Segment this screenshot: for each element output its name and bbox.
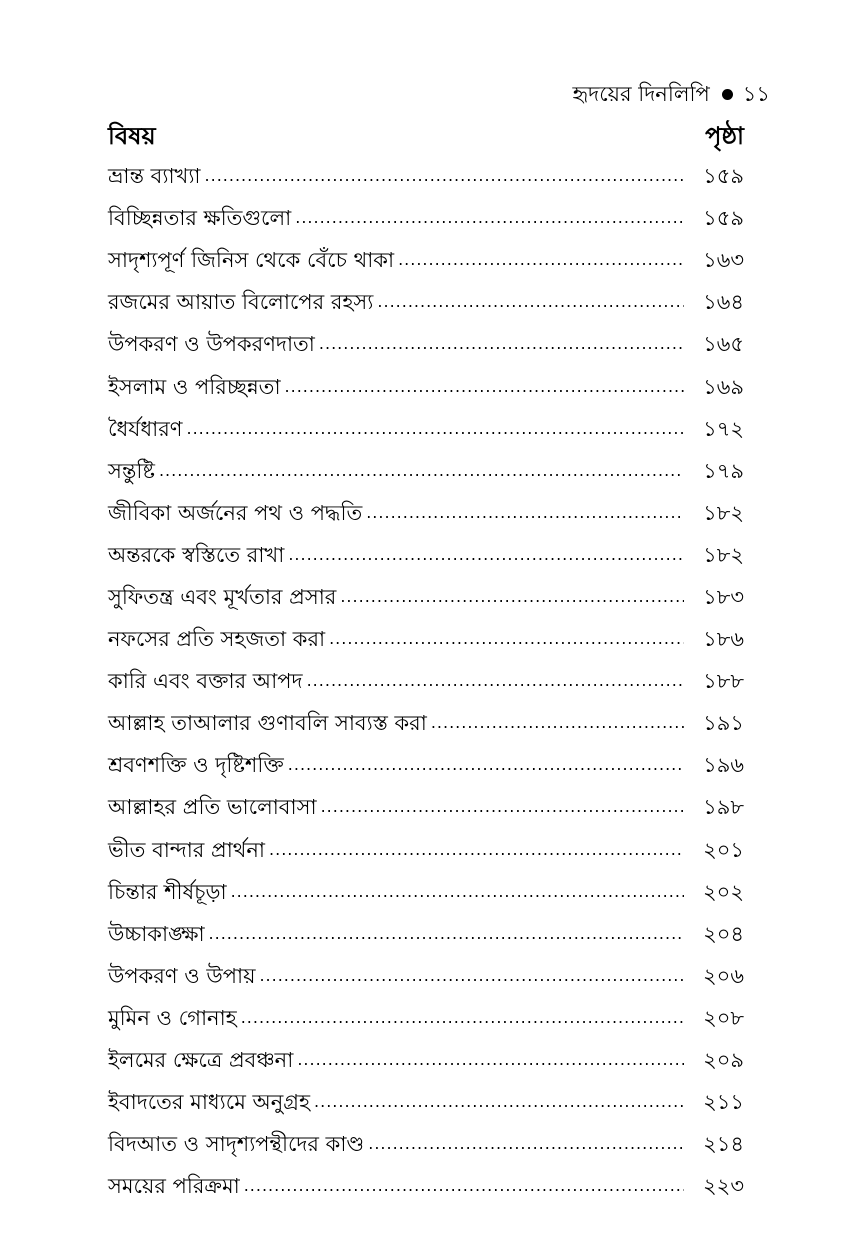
toc-entry	[108, 239, 744, 281]
dot-leader	[297, 1046, 684, 1074]
toc-entry-title: ধৈর্যধারণ	[108, 416, 183, 441]
toc-entry	[108, 1039, 744, 1081]
toc-entry-title: নফসের প্রতি সহজতা করা	[108, 627, 326, 652]
dot-leader	[209, 920, 684, 948]
dot-leader	[244, 1172, 684, 1200]
dot-leader	[314, 1088, 684, 1116]
dot-leader	[288, 541, 684, 569]
dot-leader	[288, 751, 684, 779]
toc-entry	[108, 744, 744, 786]
toc-entry-page: ১৮২	[703, 542, 744, 567]
toc-entry-page: ১৮৩	[703, 584, 744, 609]
toc-column-header	[108, 118, 744, 154]
toc-entry	[108, 492, 744, 534]
dot-leader	[285, 373, 684, 401]
toc-entry-page: ১৬৩	[703, 248, 744, 273]
toc-entry-title: শ্রবণশক্তি ও দৃষ্টিশক্তি	[108, 753, 284, 778]
toc-entry-page: ২০১	[703, 837, 744, 862]
toc-entry	[108, 786, 744, 828]
toc-entry-title: ভীত বান্দার প্রার্থনা	[108, 837, 266, 862]
page-number: ১১	[742, 82, 770, 106]
toc-entry-page: ১৬৯	[703, 374, 744, 399]
toc-entry	[108, 450, 744, 492]
toc-entry-page: ২২৩	[703, 1174, 744, 1199]
toc-entry-page: ১৮৮	[703, 669, 744, 694]
toc-entry-title: রজমের আয়াত বিলোপের রহস্য	[108, 290, 374, 315]
bullet-icon	[722, 89, 733, 100]
toc-entry-title: বিদআত ও সাদৃশ্যপন্থীদের কাণ্ড	[108, 1132, 365, 1157]
toc-entry	[108, 1081, 744, 1123]
toc-entry-page: ১৬৫	[703, 332, 744, 357]
toc-entry-page: ১৯৬	[703, 753, 744, 778]
toc-entry	[108, 365, 744, 407]
toc-entry	[108, 155, 744, 197]
toc-entry	[108, 323, 744, 365]
toc-entry-title: কারি এবং বক্তার আপদ	[108, 669, 303, 694]
toc-entry-page: ২০৪	[703, 921, 744, 946]
toc-entry-title: সাদৃশ্যপূর্ণ জিনিস থেকে বেঁচে থাকা	[108, 248, 395, 273]
toc-entry	[108, 281, 744, 323]
dot-leader	[431, 709, 684, 737]
dot-leader	[329, 625, 684, 653]
table-of-contents	[108, 155, 744, 1207]
dot-leader	[241, 1004, 684, 1032]
dot-leader	[398, 246, 684, 274]
toc-entry-title: সময়ের পরিক্রমা	[108, 1174, 240, 1199]
toc-entry-title: ইলমের ক্ষেত্রে প্রবঞ্চনা	[108, 1048, 294, 1073]
toc-entry-title: উপকরণ ও উপকরণদাতা	[108, 332, 315, 357]
toc-entry-page: ১৮২	[703, 500, 744, 525]
dot-leader	[186, 415, 684, 443]
dot-leader	[368, 1130, 684, 1158]
dot-leader	[259, 962, 684, 990]
toc-entry	[108, 618, 744, 660]
toc-entry-title: ইবাদতের মাধ্যমে অনুগ্রহ	[108, 1090, 311, 1115]
toc-entry-title: আল্লাহর প্রতি ভালোবাসা	[108, 795, 317, 820]
running-head	[572, 80, 770, 108]
toc-entry-title: চিন্তার শীর্ষচূড়া	[108, 879, 227, 904]
toc-entry-page: ১৭২	[703, 416, 744, 441]
toc-entry-page: ১৮৬	[703, 627, 744, 652]
page-column-label: পৃষ্ঠা	[705, 122, 744, 150]
toc-entry-title: উপকরণ ও উপায়	[108, 963, 256, 988]
toc-entry-page: ১৭৯	[703, 458, 744, 483]
toc-entry-title: বিচ্ছিন্নতার ক্ষতিগুলো	[108, 206, 292, 231]
toc-entry	[108, 660, 744, 702]
toc-entry-title: ভ্রান্ত ব্যাখ্যা	[108, 164, 201, 189]
toc-entry	[108, 197, 744, 239]
toc-entry-page: ১৯৮	[703, 795, 744, 820]
toc-entry-title: সুফিতন্ত্র এবং মূর্খতার প্রসার	[108, 584, 337, 609]
toc-entry-title: আল্লাহ তাআলার গুণাবলি সাব্যস্ত করা	[108, 711, 427, 736]
dot-leader	[159, 457, 684, 485]
toc-entry	[108, 702, 744, 744]
toc-entry	[108, 408, 744, 450]
toc-entry	[108, 829, 744, 871]
toc-entry-page: ১৫৯	[703, 164, 744, 189]
toc-entry	[108, 1123, 744, 1165]
toc-entry-page: ২১১	[703, 1090, 744, 1115]
toc-entry-page: ২১৪	[703, 1132, 744, 1157]
topic-column-label: বিষয়	[108, 122, 156, 150]
toc-entry	[108, 871, 744, 913]
dot-leader	[340, 583, 684, 611]
book-title: হৃদয়ের দিনলিপি	[572, 82, 710, 106]
dot-leader	[321, 793, 684, 821]
toc-entry-page: ২০২	[703, 879, 744, 904]
toc-entry-title: ইসলাম ও পরিচ্ছন্নতা	[108, 374, 281, 399]
toc-entry	[108, 1165, 744, 1207]
toc-entry-title: মুমিন ও গোনাহ	[108, 1005, 237, 1030]
toc-entry-page: ২০৮	[703, 1005, 744, 1030]
dot-leader	[205, 162, 684, 190]
toc-entry-page: ২০৬	[703, 963, 744, 988]
dot-leader	[366, 499, 684, 527]
toc-entry-page: ১৫৯	[703, 206, 744, 231]
dot-leader	[231, 878, 684, 906]
toc-entry-title: অন্তরকে স্বস্তিতে রাখা	[108, 542, 285, 567]
toc-entry-page: ১৯১	[703, 711, 744, 736]
toc-entry-title: উচ্চাকাঙ্ক্ষা	[108, 921, 205, 946]
toc-entry-title: জীবিকা অর্জনের পথ ও পদ্ধতি	[108, 500, 363, 525]
toc-entry-page: ১৬৪	[703, 290, 744, 315]
toc-entry	[108, 534, 744, 576]
toc-entry-page: ২০৯	[703, 1048, 744, 1073]
dot-leader	[319, 330, 684, 358]
toc-entry	[108, 913, 744, 955]
dot-leader	[269, 836, 684, 864]
dot-leader	[307, 667, 684, 695]
toc-entry	[108, 576, 744, 618]
toc-entry-title: সন্তুষ্টি	[108, 458, 155, 483]
dot-leader	[295, 204, 684, 232]
toc-entry	[108, 955, 744, 997]
toc-entry	[108, 997, 744, 1039]
dot-leader	[377, 288, 684, 316]
